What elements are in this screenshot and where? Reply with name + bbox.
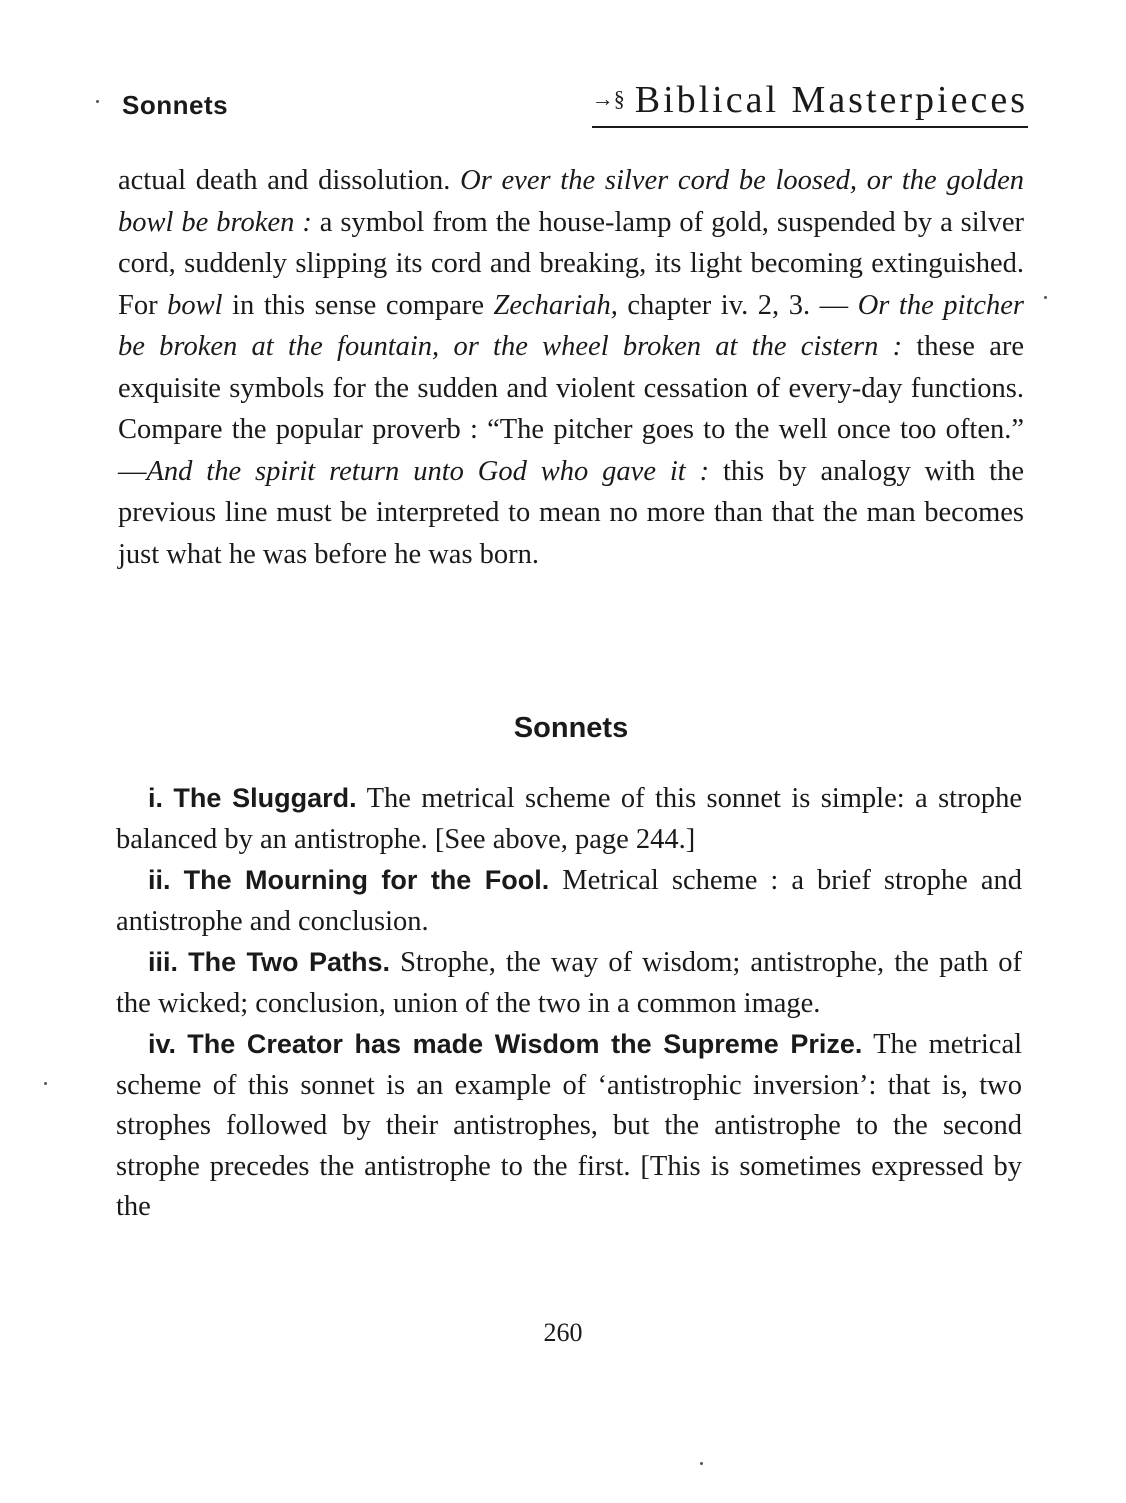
sonnet-notes-list — [116, 778, 1022, 1228]
sonnet-number: iv. — [148, 1029, 177, 1059]
scan-speck — [1044, 296, 1047, 299]
running-head — [122, 78, 1028, 138]
sonnet-note-text: The metrical scheme of this sonnet is simple: a strophe balanced by an antistrophe. [See above, page 244.] — [116, 783, 1022, 855]
sonnet-number: i. — [148, 783, 164, 813]
sonnet-title: The Creator has made Wisdom the Supreme Prize. — [187, 1029, 863, 1059]
running-head-section: Sonnets — [122, 90, 229, 120]
paragraph-text — [118, 160, 1024, 575]
quoted-verse: And the spirit return unto God who gave it : — [146, 455, 710, 487]
commentary-paragraph — [118, 160, 1024, 575]
sonnet-note — [116, 942, 1022, 1024]
text-run: chapter iv. 2, 3. — — [617, 289, 858, 321]
sonnet-number: iii. — [148, 947, 179, 977]
text-run: these are exquisite symbols for the sudden and violent cessation of every-day functions. Compare the popular proverb : “The pitcher goes to the well once too often.” — — [118, 331, 1024, 487]
text-run: in this sense compare — [222, 289, 494, 321]
quoted-verse: Or the pitcher be broken at the fountain, or the wheel broken at the cistern : — [118, 289, 1025, 362]
scan-speck — [96, 100, 99, 103]
sonnet-note-text: Strophe, the way of wisdom; antistrophe, the path of the wicked; conclusion, union of the two in a common image. — [116, 947, 1023, 1019]
sonnet-note-text: The metrical scheme of this sonnet is an example of ‘antistrophic inversion’: that is, two strophes followed by their antistrophes, but the antistrophe to the second strophe precedes the antistrophe to the first. [This is sometimes expressed by the — [116, 1029, 1023, 1222]
text-run: this by analogy with the previous line must be interpreted to mean no more than that the man becomes just what he was before he was born. — [118, 455, 1024, 570]
book-title-text: Biblical Masterpieces — [634, 79, 1028, 121]
sonnet-note — [116, 778, 1022, 860]
sonnet-note — [116, 1024, 1022, 1228]
scan-speck — [700, 1462, 703, 1465]
sonnet-title: The Mourning for the Fool. — [183, 865, 550, 895]
text-run: actual death and dissolution. — [118, 165, 461, 196]
section-heading: Sonnets — [513, 712, 629, 744]
book-reference: Zechariah, — [493, 289, 618, 321]
sonnet-title: The Two Paths. — [188, 947, 390, 977]
sonnet-title: The Sluggard. — [173, 783, 357, 813]
running-head-book-title — [592, 78, 1028, 128]
ornament-icon: →§ — [591, 86, 625, 111]
sonnet-number: ii. — [148, 865, 171, 895]
text-run: a symbol from the house-lamp of gold, suspended by a silver cord, suddenly slipping its cord and breaking, its light becoming extinguished. For — [118, 206, 1025, 321]
sonnet-note — [116, 860, 1022, 942]
page-number: 260 — [543, 1318, 583, 1347]
sonnet-note-text: Metrical scheme : a brief strophe and antistrophe and conclusion. — [116, 865, 1023, 937]
quoted-word: bowl — [167, 289, 223, 321]
scan-speck — [44, 1082, 47, 1085]
quoted-verse: Or ever the silver cord be loosed, or the golden bowl be broken : — [118, 165, 1024, 238]
